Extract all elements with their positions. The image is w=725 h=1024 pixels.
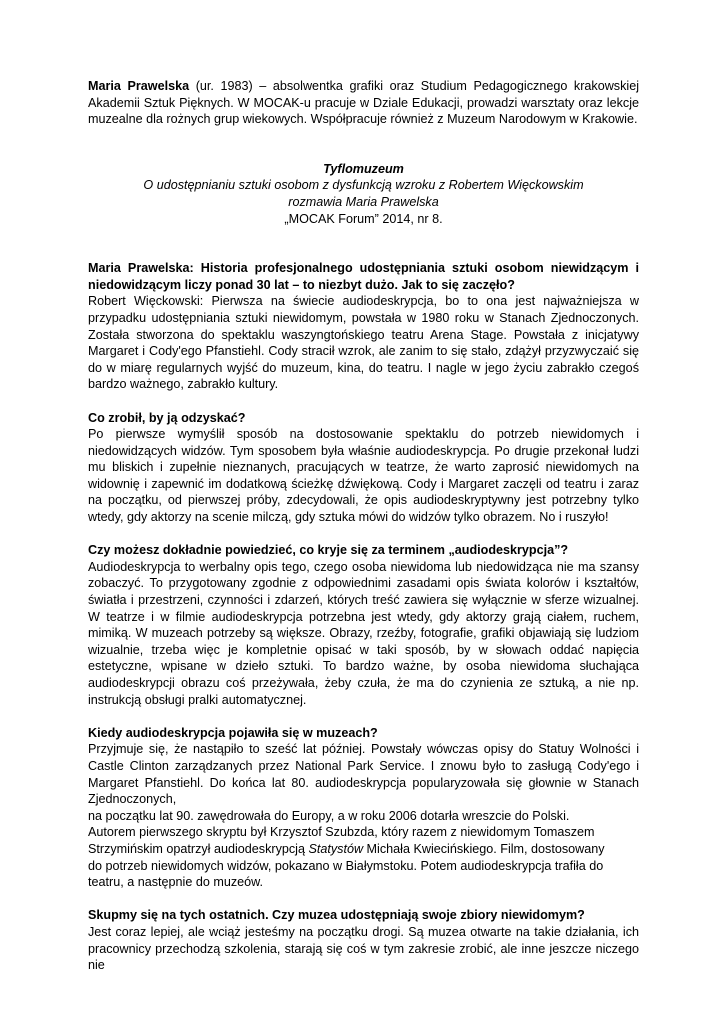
interview-question: Kiedy audiodeskrypcja pojawiła się w muzeach? — [88, 725, 378, 740]
interview-section — [88, 725, 639, 891]
article-subtitle: O udostępnianiu sztuki osobom z dysfunkcją wzroku z Robertem Więckowskim — [143, 178, 584, 193]
interview-section — [88, 542, 639, 708]
answer-text: Michała Kwiecińskiego. Film, dostosowany — [363, 841, 605, 856]
film-title: Statystów — [308, 841, 364, 856]
interview-answer-line: teatru, a następnie do muzeów. — [88, 875, 264, 890]
bio-text: (ur. 1983) – absolwentka grafiki oraz Studium Pedagogicznego krakowskiej Akademii Sztuk Pięknych. W MOCAK-u pracuje w Dziale Edukacji, prowadzi warsztaty oraz lekcje muzealne dla rożnych grup wiekowych. Współpracuje również z Muzeum Narodowym w Krakowie. — [88, 79, 640, 127]
answer-text: Strzymińskim opatrzył audiodeskrypcją — [88, 841, 309, 856]
article-source: „MOCAK Forum” 2014, nr 8. — [284, 211, 443, 226]
interview-answer: Jest coraz lepiej, ale wciąż jesteśmy na początku drogi. Są muzea otwarte na takie działania, ich pracownicy przechodzą szkolenia, starają się coś w tym zakresie zrobić, ale inne jeszcze niczego nie — [88, 924, 639, 973]
bio-name: Maria Prawelska — [88, 79, 190, 93]
interview-answer-line — [88, 841, 639, 858]
interview-answer-line: do potrzeb niewidomych widzów, pokazano w Białymstoku. Potem audiodeskrypcja trafiła do — [88, 858, 604, 873]
interview-question: Co zrobił, by ją odzyskać? — [88, 410, 246, 425]
interview-question: Maria Prawelska: Historia profesjonalnego udostępniania sztuki osobom niewidzącym i niedowidzącym liczy ponad 30 lat – to niezbyt dużo. Jak to się zaczęło? — [88, 261, 639, 292]
interview-section — [88, 260, 639, 393]
article-title: Tyflomuzeum — [323, 161, 404, 176]
interview-answer-line: Autorem pierwszego skryptu był Krzysztof Szubzda, który razem z niewidomym Tomaszem — [88, 825, 595, 840]
interview-section — [88, 410, 639, 526]
interview-answer: Po pierwsze wymyślił sposób na dostosowanie spektaklu do potrzeb niewidomych i niedowidzących widzów. Tym sposobem była właśnie audiodeskrypcja. Po drugie przekonał ludzi mu bliskich i zupełnie nieznanych, pracujących w teatrze, że warto zaprosić niewidomych na widownię i zapewnić im dodatkową ścieżkę dźwiękową. Cody i Margaret zaczęli od teatru i zaraz na początku, od pierwszej próby, zdecydowali, że opis audiodeskryptywny jest potrzebny tylko wtedy, gdy aktorzy na scenie milczą, gdy sztuka mówi do widzów tylko obrazem. No i ruszyło! — [88, 427, 639, 525]
article-header — [88, 161, 639, 227]
interview-answer-paragraph: Przyjmuje się, że nastąpiło to sześć lat później. Powstały wówczas opisy do Statuy Wolności i Castle Clinton zarządzanych przez National Park Service. I znowu było to zasługą Cody'ego i Margaret Pfanstiehl. Do końca lat 80. audiodeskrypcja popularyzowała się głownie w Stanach Zjednoczonych, — [88, 742, 639, 807]
interview-answer: Audiodeskrypcja to werbalny opis tego, czego osoba niewidoma lub niedowidząca nie ma szansy zobaczyć. To przygotowany zgodnie z odpowiednimi zasadami opis świata kolorów i kształtów, światła i przestrzeni, czynności i zdarzeń, których treść zawiera się wyłącznie w sferze wizualnej. W teatrze i w filmie audiodeskrypcja potrzebna jest wtedy, gdy aktorzy grają ciałem, ruchem, mimiką. W muzeach potrzeby są większe. Obrazy, rzeźby, fotografie, grafiki objawiają się ludziom wizualnie, trzeba więc je kompletnie opisać w taki sposób, by w słowach oddać napięcia estetyczne, wpisane w dzieło sztuki. To bardzo ważne, by osoba niewidoma słuchająca audiodeskrypcji obrazu coś przeżywała, żeby czuła, że ma do czynienia ze sztuką, a nie np. instrukcją obsługi pralki automatycznej. — [88, 559, 639, 707]
interview-answer-line: na początku lat 90. zawędrowała do Europy, a w roku 2006 dotarła wreszcie do Polski. — [88, 808, 570, 823]
document-body — [88, 78, 639, 974]
author-bio — [88, 78, 639, 128]
article-byline: rozmawia Maria Prawelska — [288, 194, 439, 209]
interview-question: Skupmy się na tych ostatnich. Czy muzea udostępniają swoje zbiory niewidomym? — [88, 908, 585, 923]
interview-question: Czy możesz dokładnie powiedzieć, co kryje się za terminem „audiodeskrypcja”? — [88, 543, 569, 558]
interview-answer: Robert Więckowski: Pierwsza na świecie audiodeskrypcja, bo to ona jest najważniejsza w przypadku udostępniania sztuki niewidomym, powstała w 1980 roku w Stanach Zjednoczonych. Została stworzona do spektaklu waszyngtońskiego teatru Arena Stage. Powstała z inicjatywy Margaret i Cody'ego Pfanstiehl. Cody stracił wzrok, ale zanim to się stało, zdążył przyzwyczaić się do w miarę regularnych wyjść do muzeum, kina, do teatru. I nagle w jego życiu zabrakło czegoś bardzo ważnego, zabrakło kultury. — [88, 294, 639, 392]
interview-section — [88, 907, 639, 973]
